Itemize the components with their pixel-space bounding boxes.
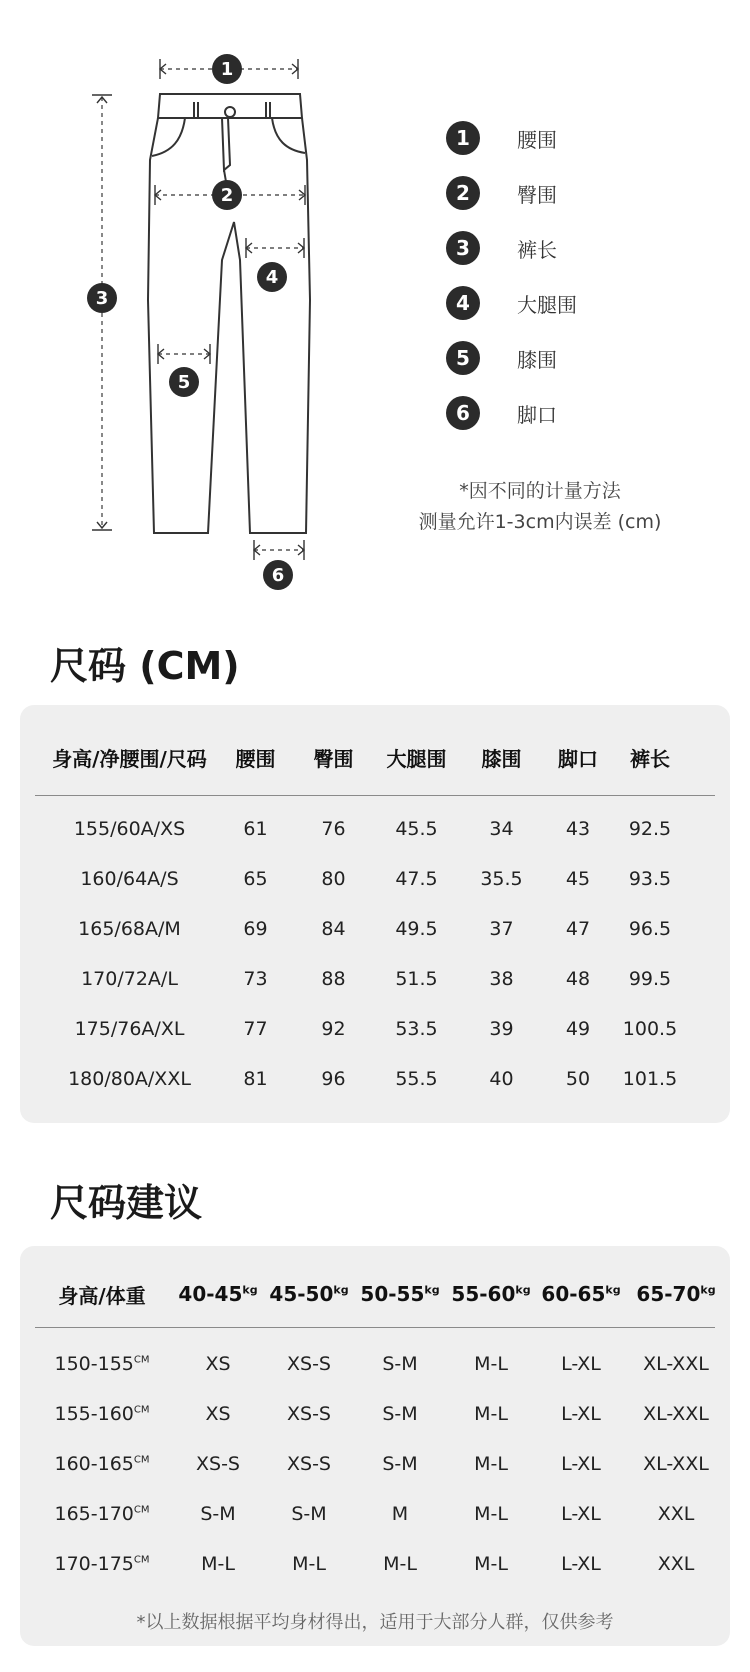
table-cell: 76	[321, 818, 346, 840]
table-cell: 47	[565, 918, 591, 940]
column-header: 大腿围	[386, 746, 447, 771]
advice-row	[20, 1498, 730, 1530]
legend-item	[446, 387, 577, 439]
legend-number: 2	[446, 176, 480, 210]
size-cell: M-L	[474, 1403, 508, 1425]
advice-section-title: 尺码建议	[50, 1181, 203, 1225]
size-cell: M-L	[201, 1553, 235, 1575]
column-header: 裤长	[630, 746, 670, 771]
table-cell: 65	[243, 868, 268, 890]
header-divider	[35, 795, 715, 796]
weight-header: $65-70^{kg}$	[636, 1282, 716, 1306]
table-row	[20, 1013, 730, 1045]
weight-header: $40-45^{kg}$	[178, 1282, 258, 1306]
marker-6-label: 6	[271, 565, 285, 586]
height-cell: $150-155^{CM}$	[54, 1353, 150, 1375]
size-cell: XS-S	[287, 1403, 331, 1425]
table-cell: 61	[243, 818, 268, 840]
table-cell: 165/68A/M	[78, 918, 181, 940]
size-cell: L-XL	[561, 1353, 601, 1375]
size-cell: XL-XXL	[643, 1403, 709, 1425]
table-cell: 49.5	[395, 918, 438, 940]
table-cell: 96	[321, 1068, 346, 1090]
table-cell: 81	[243, 1068, 268, 1090]
legend-number: 5	[446, 341, 480, 375]
pants-illustration	[0, 0, 330, 600]
table-cell: 53.5	[395, 1018, 438, 1040]
size-cell: XXL	[657, 1553, 695, 1575]
table-cell: 92.5	[628, 818, 672, 840]
note-line-2: 测量允许1-3cm内误差 (cm)	[418, 511, 662, 533]
header-divider	[35, 1327, 715, 1328]
size-cell: XS	[205, 1353, 231, 1375]
table-header-row	[20, 737, 730, 777]
table-cell: 45	[565, 868, 591, 890]
size-cell: M-L	[474, 1553, 508, 1575]
advice-row	[20, 1398, 730, 1430]
table-row	[20, 863, 730, 895]
table-row	[20, 1063, 730, 1095]
table-cell: 45.5	[395, 818, 438, 840]
table-row	[20, 813, 730, 845]
weight-header: $50-55^{kg}$	[360, 1282, 440, 1306]
legend-label: 膝围	[517, 347, 557, 372]
size-cell: L-XL	[561, 1403, 601, 1425]
size-cell: XL-XXL	[643, 1453, 709, 1475]
height-cell: $165-170^{CM}$	[54, 1503, 150, 1525]
column-header: 身高/净腰围/尺码	[52, 746, 207, 771]
table-row	[20, 963, 730, 995]
column-header: 膝围	[481, 746, 522, 771]
legend-item	[446, 332, 577, 384]
table-cell: 175/76A/XL	[74, 1018, 185, 1040]
size-cell: XS-S	[287, 1353, 331, 1375]
advice-header-row	[20, 1274, 730, 1314]
table-cell: 37	[489, 918, 514, 940]
legend-number: 1	[446, 121, 480, 155]
measurement-note	[380, 476, 700, 538]
height-cell: $170-175^{CM}$	[54, 1553, 150, 1575]
table-cell: 55.5	[395, 1068, 438, 1090]
size-cell: M-L	[474, 1453, 508, 1475]
size-cell: XL-XXL	[643, 1353, 709, 1375]
table-cell: 50	[565, 1068, 591, 1090]
marker-5-label: 5	[177, 372, 191, 393]
advice-row	[20, 1448, 730, 1480]
table-cell: 180/80A/XXL	[68, 1068, 191, 1090]
column-header: 脚口	[558, 746, 598, 771]
size-cell: M-L	[383, 1553, 417, 1575]
size-cell: S-M	[382, 1353, 418, 1375]
legend-item	[446, 277, 577, 329]
size-cell: M	[391, 1503, 409, 1525]
column-header: 臀围	[313, 746, 354, 771]
table-cell: 47.5	[395, 868, 438, 890]
height-cell: $160-165^{CM}$	[54, 1453, 150, 1475]
legend-number: 6	[446, 396, 480, 430]
note-line-1: *因不同的计量方法	[459, 480, 621, 502]
advice-row	[20, 1548, 730, 1580]
size-table-card	[20, 705, 730, 1123]
table-cell: 170/72A/L	[81, 968, 178, 990]
size-advice-card	[20, 1246, 730, 1646]
marker-3-label: 3	[95, 288, 109, 309]
table-cell: 93.5	[628, 868, 672, 890]
table-cell: 155/60A/XS	[73, 818, 186, 840]
table-cell: 80	[321, 868, 346, 890]
table-cell: 34	[489, 818, 514, 840]
size-cell: XS-S	[287, 1453, 331, 1475]
legend-label: 脚口	[517, 402, 557, 427]
weight-header: $45-50^{kg}$	[269, 1282, 349, 1306]
table-cell: 43	[565, 818, 591, 840]
table-cell: 38	[489, 968, 514, 990]
marker-1-label: 1	[220, 59, 234, 80]
measurement-legend	[446, 112, 577, 442]
table-cell: 35.5	[480, 868, 523, 890]
size-cell: L-XL	[561, 1503, 601, 1525]
size-cell: S-M	[382, 1403, 418, 1425]
table-row	[20, 913, 730, 945]
table-cell: 49	[565, 1018, 591, 1040]
legend-item	[446, 167, 577, 219]
table-cell: 100.5	[622, 1018, 678, 1040]
table-cell: 96.5	[628, 918, 672, 940]
legend-label: 大腿围	[517, 292, 577, 317]
size-cell: XS-S	[196, 1453, 240, 1475]
height-cell: $155-160^{CM}$	[54, 1403, 150, 1425]
marker-4-label: 4	[265, 267, 279, 288]
legend-label: 裤长	[517, 237, 557, 262]
size-cell: L-XL	[561, 1553, 601, 1575]
size-cell: M-L	[292, 1553, 326, 1575]
weight-header: $55-60^{kg}$	[451, 1282, 531, 1306]
legend-item	[446, 222, 577, 274]
column-header: 腰围	[235, 746, 276, 771]
size-cell: M-L	[474, 1503, 508, 1525]
table-cell: 51.5	[395, 968, 438, 990]
table-cell: 69	[243, 918, 268, 940]
legend-label: 臀围	[517, 182, 557, 207]
legend-number: 3	[446, 231, 480, 265]
table-cell: 40	[489, 1068, 514, 1090]
advice-footnote: *以上数据根据平均身材得出，适用于大部分人群，仅供参考	[136, 1612, 614, 1633]
table-cell: 101.5	[622, 1068, 678, 1090]
size-cell: S-M	[200, 1503, 236, 1525]
table-cell: 48	[565, 968, 591, 990]
size-cell: L-XL	[561, 1453, 601, 1475]
size-section-title: 尺码 (CM)	[50, 644, 240, 688]
size-cell: M-L	[474, 1353, 508, 1375]
legend-number: 4	[446, 286, 480, 320]
legend-label: 腰围	[517, 127, 557, 152]
table-cell: 92	[321, 1018, 346, 1040]
legend-item	[446, 112, 577, 164]
pants-measurement-diagram	[0, 0, 750, 610]
size-cell: XS	[205, 1403, 231, 1425]
advice-row	[20, 1348, 730, 1380]
size-cell: S-M	[291, 1503, 327, 1525]
corner-header: 身高/体重	[58, 1283, 146, 1308]
marker-2-label: 2	[220, 185, 234, 206]
table-cell: 84	[321, 918, 346, 940]
weight-header: $60-65^{kg}$	[541, 1282, 621, 1306]
table-cell: 99.5	[628, 968, 672, 990]
table-cell: 160/64A/S	[80, 868, 179, 890]
table-cell: 77	[243, 1018, 268, 1040]
size-cell: S-M	[382, 1453, 418, 1475]
table-cell: 39	[489, 1018, 514, 1040]
table-cell: 88	[321, 968, 346, 990]
size-cell: XXL	[657, 1503, 695, 1525]
table-cell: 73	[243, 968, 268, 990]
